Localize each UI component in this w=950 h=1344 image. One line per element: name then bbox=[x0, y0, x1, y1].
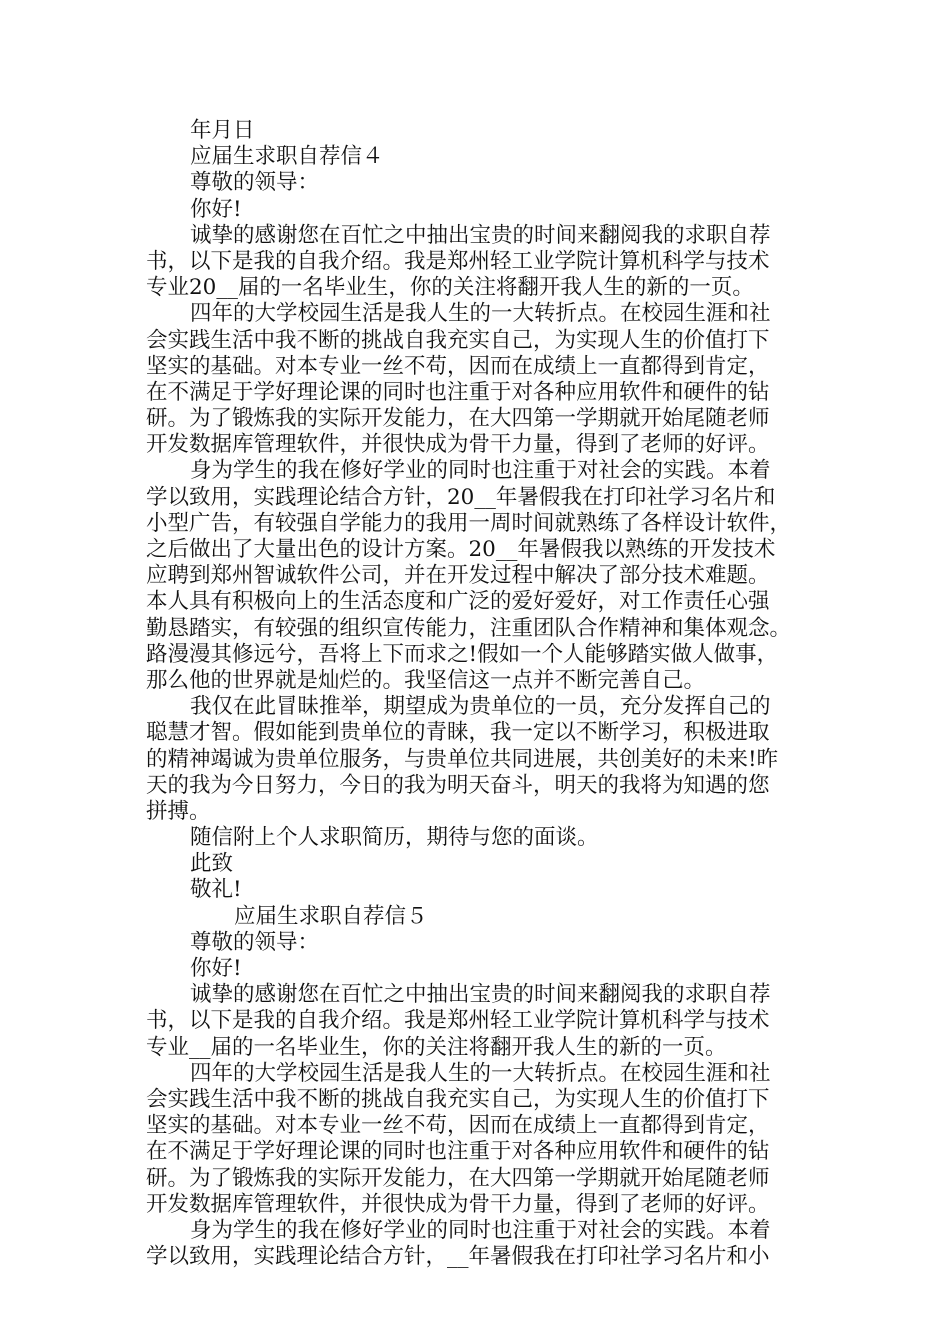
text-line: 应聘到郑州智诚软件公司，并在开发过程中解决了部分技术难题。 bbox=[146, 563, 770, 589]
text-line: 诚挚的感谢您在百忙之中抽出宝贵的时间来翻阅我的求职自荐 bbox=[190, 982, 771, 1008]
text-line: 在不满足于学好理论课的同时也注重于对各种应用软件和硬件的钻 bbox=[146, 379, 770, 405]
closing-line: 此致 bbox=[190, 851, 234, 877]
text-line: 专业__届的一名毕业生，你的关注将翻开我人生的新的一页。 bbox=[146, 1034, 727, 1060]
text-line: 随信附上个人求职简历，期待与您的面谈。 bbox=[190, 825, 599, 851]
salutation: 尊敬的领导： bbox=[190, 170, 320, 196]
text-line: 那么他的世界就是灿烂的。我坚信这一点并不断完善自己。 bbox=[146, 667, 706, 693]
text-line: 身为学生的我在修好学业的同时也注重于对社会的实践。本着 bbox=[190, 458, 771, 484]
text-line: 书，以下是我的自我介绍。我是郑州轻工业学院计算机科学与技术 bbox=[146, 1008, 770, 1034]
text-line: 开发数据库管理软件，并很快成为骨干力量，得到了老师的好评。 bbox=[146, 1191, 770, 1217]
text-line: 诚挚的感谢您在百忙之中抽出宝贵的时间来翻阅我的求职自荐 bbox=[190, 222, 771, 248]
text-line: 研。为了锻炼我的实际开发能力，在大四第一学期就开始尾随老师 bbox=[146, 406, 770, 432]
text-line: 坚实的基础。对本专业一丝不苟，因而在成绩上一直都得到肯定， bbox=[146, 353, 770, 379]
letter-body bbox=[146, 118, 810, 1270]
text-line: 的精神竭诚为贵单位服务，与贵单位共同进展，共创美好的未来!昨 bbox=[146, 746, 779, 772]
letter-heading: 应届生求职自荐信４ bbox=[190, 144, 384, 170]
text-line: 勤恳踏实，有较强的组织宣传能力，注重团队合作精神和集体观念。 bbox=[146, 615, 792, 641]
text-line: 路漫漫其修远兮，吾将上下而求之!假如一个人能够踏实做人做事， bbox=[146, 641, 779, 667]
text-line: 我仅在此冒昧推举，期望成为贵单位的一员，充分发挥自己的 bbox=[190, 694, 771, 720]
text-line: 坚实的基础。对本专业一丝不苟，因而在成绩上一直都得到肯定， bbox=[146, 1113, 770, 1139]
greeting: 你好! bbox=[190, 956, 242, 981]
text-line: 本人具有积极向上的生活态度和广泛的爱好爱好，对工作责任心强 bbox=[146, 589, 770, 615]
text-line: 四年的大学校园生活是我人生的一大转折点。在校园生涯和社 bbox=[190, 1060, 771, 1086]
text-line: 研。为了锻炼我的实际开发能力，在大四第一学期就开始尾随老师 bbox=[146, 1165, 770, 1191]
text-line: 学以致用，实践理论结合方针，20__年暑假我在打印社学习名片和 bbox=[146, 484, 776, 510]
text-line: 书，以下是我的自我介绍。我是郑州轻工业学院计算机科学与技术 bbox=[146, 248, 770, 274]
text-line: 会实践生活中我不断的挑战自我充实自己，为实现人生的价值打下 bbox=[146, 327, 770, 353]
text-line: 身为学生的我在修好学业的同时也注重于对社会的实践。本着 bbox=[190, 1217, 771, 1243]
text-line: 学以致用，实践理论结合方针，__年暑假我在打印社学习名片和小 bbox=[146, 1244, 770, 1270]
text-line: 专业20__届的一名毕业生，你的关注将翻开我人生的新的一页。 bbox=[146, 275, 754, 301]
date-line: 年月日 bbox=[190, 118, 255, 143]
greeting: 你好! bbox=[190, 196, 242, 222]
text-line: 之后做出了大量出色的设计方案。20__年暑假我以熟练的开发技术 bbox=[146, 537, 776, 562]
text-line: 拼搏。 bbox=[146, 798, 211, 824]
text-line: 天的我为今日努力，今日的我为明天奋斗，明天的我将为知遇的您 bbox=[146, 772, 770, 798]
text-line: 四年的大学校园生活是我人生的一大转折点。在校园生涯和社 bbox=[190, 301, 771, 327]
closing-line: 敬礼! bbox=[190, 877, 242, 903]
text-line: 聪慧才智。假如能到贵单位的青睐，我一定以不断学习，积极进取 bbox=[146, 720, 770, 746]
text-line: 会实践生活中我不断的挑战自我充实自己，为实现人生的价值打下 bbox=[146, 1086, 770, 1112]
text-line: 开发数据库管理软件，并很快成为骨干力量，得到了老师的好评。 bbox=[146, 432, 770, 458]
salutation: 尊敬的领导： bbox=[190, 929, 320, 955]
letter-heading: 应届生求职自荐信５ bbox=[234, 903, 428, 929]
text-line: 小型广告，有较强自学能力的我用一周时间就熟练了各样设计软件， bbox=[146, 510, 792, 536]
text-line: 在不满足于学好理论课的同时也注重于对各种应用软件和硬件的钻 bbox=[146, 1139, 770, 1165]
